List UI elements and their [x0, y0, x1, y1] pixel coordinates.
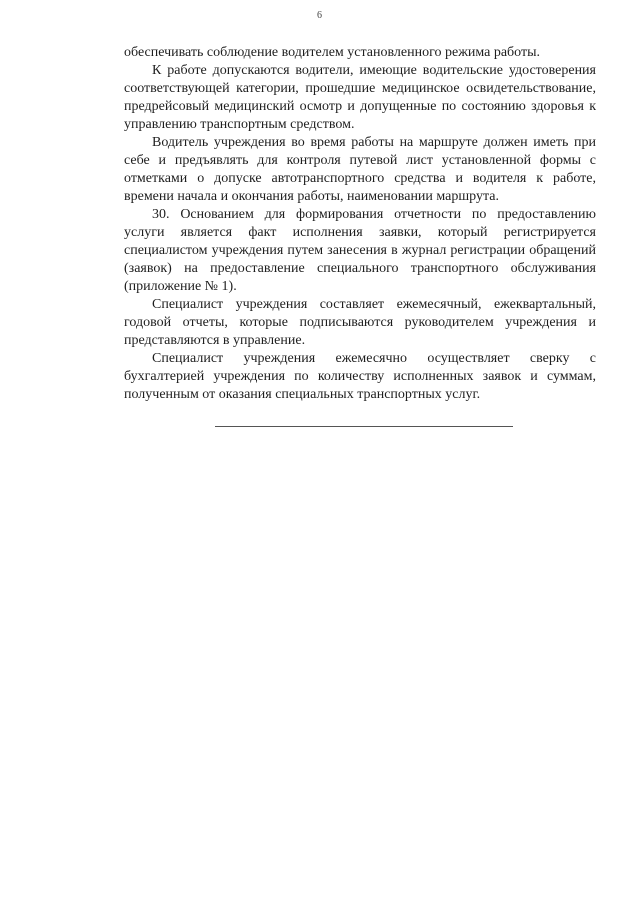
paragraph-reports — [124, 296, 596, 350]
text-line: предрейсовый медицинский осмотр и допущенные по состоянию здоровья к — [124, 99, 596, 114]
text-line: Специалист учреждения составляет ежемесячный, ежеквартальный, — [152, 297, 596, 312]
text-line: бухгалтерией учреждения по количеству исполненных заявок и суммам, — [124, 369, 596, 384]
end-of-text-divider — [215, 426, 513, 427]
text-line: годовой отчеты, которые подписываются руководителем учреждения и — [124, 315, 596, 330]
text-line: полученным от оказания специальных транспортных услуг. — [124, 387, 481, 402]
text-line: 30. Основанием для формирования отчетности по предоставлению — [152, 207, 596, 222]
text-line: специалистом учреждения путем занесения в журнал регистрации обращений — [124, 243, 596, 258]
text-line: (заявок) на предоставление специального транспортного обслуживания — [124, 261, 596, 276]
text-line: управлению транспортным средством. — [124, 117, 355, 132]
paragraph-driver-admission — [124, 62, 596, 134]
text-line: услуги является факт исполнения заявки, который регистрируется — [124, 225, 596, 240]
text-line: представляются в управление. — [124, 333, 306, 348]
text-line: времени начала и окончания работы, наименовании маршрута. — [124, 189, 499, 204]
paragraph-reconciliation — [124, 350, 596, 404]
text-line: себе и предъявлять для контроля путевой лист установленной формы с — [124, 153, 596, 168]
paragraph-continuation — [124, 44, 596, 62]
paragraph-waybill — [124, 134, 596, 206]
page-number: 6 — [317, 10, 322, 21]
text-line: Водитель учреждения во время работы на маршруте должен иметь при — [152, 135, 596, 150]
text-line: обеспечивать соблюдение водителем установленного режима работы. — [124, 45, 541, 60]
text-line: Специалист учреждения ежемесячно осуществляет сверку с — [152, 351, 596, 366]
text-line: К работе допускаются водители, имеющие водительские удостоверения — [152, 63, 596, 78]
document-body — [124, 44, 596, 404]
text-line: соответствующей категории, прошедшие медицинское освидетельствование, — [124, 81, 596, 96]
text-line: (приложение № 1). — [124, 279, 237, 294]
text-line: отметками о допуске автотранспортного средства и водителя к работе, — [124, 171, 596, 186]
paragraph-section-30 — [124, 206, 596, 296]
